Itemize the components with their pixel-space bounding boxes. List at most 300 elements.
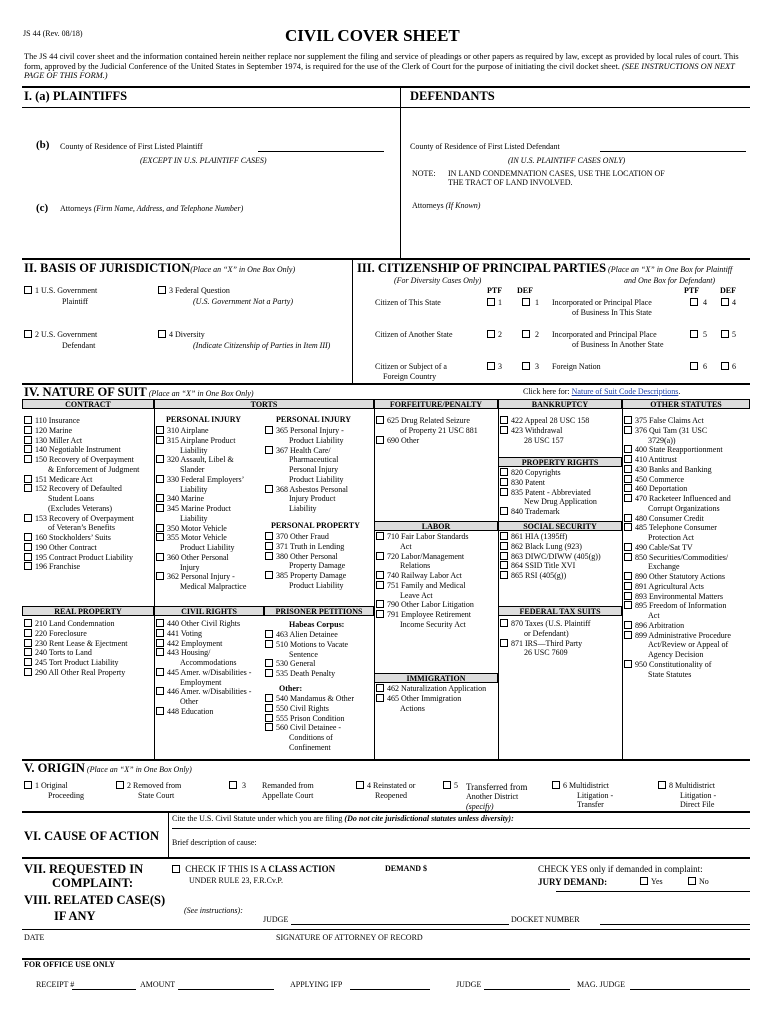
- suit-option[interactable]: 315 Airplane Product: [156, 436, 246, 446]
- checkbox[interactable]: [24, 330, 32, 338]
- header-labor: LABOR: [374, 521, 498, 531]
- checkbox[interactable]: [24, 533, 32, 541]
- suit-option[interactable]: 830 Patent: [500, 478, 597, 488]
- suit-option[interactable]: 430 Banks and Banking: [624, 465, 731, 475]
- checkbox[interactable]: [522, 298, 530, 306]
- checkbox[interactable]: [265, 532, 273, 540]
- suit-option[interactable]: 891 Agricultural Acts: [624, 582, 731, 592]
- suit-option-continued: 26 USC 7609: [524, 648, 568, 658]
- citizen-5-def[interactable]: 5: [721, 330, 736, 340]
- citizen-2-def[interactable]: 2: [522, 330, 539, 340]
- checkbox[interactable]: [156, 494, 164, 502]
- suit-option[interactable]: 140 Negotiable Instrument: [24, 445, 139, 455]
- suit-option[interactable]: 330 Federal Employers’: [156, 475, 246, 485]
- checkbox[interactable]: [24, 286, 32, 294]
- checkbox[interactable]: [24, 436, 32, 444]
- origin-3-sub: Appellate Court: [262, 791, 314, 800]
- suit-option[interactable]: 740 Railway Labor Act: [376, 571, 474, 581]
- checkbox[interactable]: [24, 658, 32, 666]
- citizen-3-def[interactable]: 3: [522, 362, 539, 372]
- b-label: (b): [36, 139, 50, 151]
- suit-option-continued: Pharmaceutical: [289, 455, 339, 465]
- checkbox[interactable]: [265, 669, 273, 677]
- checkbox[interactable]: [376, 694, 384, 702]
- suit-option[interactable]: 150 Recovery of Overpayment: [24, 455, 139, 465]
- jurisdiction-option-4[interactable]: 4 Diversity: [158, 330, 205, 340]
- citizen-6-ptf[interactable]: 6: [690, 362, 707, 372]
- citizen-6-def[interactable]: 6: [721, 362, 736, 372]
- checkbox[interactable]: [624, 475, 632, 483]
- checkbox[interactable]: [376, 436, 384, 444]
- office-judge-field[interactable]: [484, 989, 570, 990]
- suit-option[interactable]: 540 Mandamus & Other: [265, 694, 354, 704]
- suit-option[interactable]: 240 Torts to Land: [24, 648, 127, 658]
- suit-option[interactable]: 245 Tort Product Liability: [24, 658, 127, 668]
- checkbox[interactable]: [624, 455, 632, 463]
- checkbox[interactable]: [156, 455, 164, 463]
- checkbox[interactable]: [156, 572, 164, 580]
- checkbox[interactable]: [500, 532, 508, 540]
- checkbox[interactable]: [624, 426, 632, 434]
- checkbox[interactable]: [624, 523, 632, 531]
- header-torts: TORTS: [154, 399, 374, 409]
- checkbox[interactable]: [24, 639, 32, 647]
- personal-property-heading: PERSONAL PROPERTY: [271, 521, 360, 530]
- nos-link-row: Click here for: Nature of Suit Code Descriptions.: [523, 387, 681, 396]
- attorneys-def-label: Attorneys (If Known): [412, 201, 481, 210]
- suit-option[interactable]: 365 Personal Injury -: [265, 426, 348, 436]
- suit-option[interactable]: 375 False Claims Act: [624, 416, 731, 426]
- suit-option[interactable]: 160 Stockholders’ Suits: [24, 533, 139, 543]
- suit-option[interactable]: 151 Medicare Act: [24, 475, 139, 485]
- checkbox[interactable]: [265, 714, 273, 722]
- suit-option[interactable]: 385 Property Damage: [265, 571, 346, 581]
- suit-option[interactable]: 152 Recovery of Defaulted: [24, 484, 139, 494]
- origin-5-label: Transferred from: [466, 782, 528, 792]
- suit-option-continued: Act: [400, 541, 412, 551]
- suit-option[interactable]: 710 Fair Labor Standards: [376, 532, 474, 542]
- suit-option[interactable]: 465 Other Immigration: [376, 694, 486, 704]
- checkbox[interactable]: [624, 465, 632, 473]
- checkbox[interactable]: [500, 488, 508, 496]
- origin-1[interactable]: 1 Original: [24, 781, 68, 791]
- suit-option-continued: Leave Act: [400, 590, 433, 600]
- checkbox[interactable]: [624, 582, 632, 590]
- checkbox[interactable]: [156, 619, 164, 627]
- suit-option[interactable]: 835 Patent - Abbreviated: [500, 488, 597, 498]
- jury-no[interactable]: No: [688, 877, 709, 887]
- checkbox[interactable]: [721, 298, 729, 306]
- real-property-list: [24, 619, 127, 678]
- checkbox[interactable]: [24, 445, 32, 453]
- suit-option-continued: Injury Product: [289, 494, 336, 504]
- incorporated-1: Incorporated or Principal Place: [552, 298, 652, 307]
- checkbox[interactable]: [156, 475, 164, 483]
- suit-option[interactable]: 720 Labor/Management: [376, 552, 474, 562]
- checkbox[interactable]: [688, 877, 696, 885]
- checkbox[interactable]: [156, 639, 164, 647]
- suit-option-continued: or Defendant): [524, 628, 569, 638]
- forfeiture-list: [376, 416, 478, 445]
- suit-option[interactable]: 560 Civil Detainee -: [265, 723, 354, 733]
- checkbox[interactable]: [265, 694, 273, 702]
- docket-label: DOCKET NUMBER: [511, 915, 580, 924]
- suit-option[interactable]: 690 Other: [376, 436, 478, 446]
- origin-5[interactable]: 5: [443, 781, 458, 791]
- origin-2-sub: State Court: [138, 791, 175, 800]
- personal-property-list: [265, 532, 346, 591]
- checkbox[interactable]: [156, 687, 164, 695]
- checkbox[interactable]: [376, 552, 384, 560]
- suit-option-continued: Slander: [180, 465, 205, 474]
- suit-option[interactable]: 450 Commerce: [624, 475, 731, 485]
- def-header-2: DEF: [720, 286, 736, 295]
- checkbox[interactable]: [522, 362, 530, 370]
- suit-option[interactable]: 195 Contract Product Liability: [24, 553, 139, 563]
- suit-option[interactable]: 400 State Reapportionment: [624, 445, 731, 455]
- suit-option[interactable]: 445 Amer. w/Disabilities -: [156, 668, 251, 678]
- checkbox[interactable]: [640, 877, 648, 885]
- header-property-rights: PROPERTY RIGHTS: [498, 457, 622, 467]
- suit-option[interactable]: 463 Alien Detainee: [265, 630, 348, 640]
- origin-6[interactable]: 6 Multidistrict: [552, 781, 609, 791]
- cite-field[interactable]: [172, 828, 750, 829]
- checkbox[interactable]: [229, 781, 237, 789]
- checkbox[interactable]: [265, 723, 273, 731]
- checkbox[interactable]: [624, 621, 632, 629]
- suit-option[interactable]: 362 Personal Injury -: [156, 572, 246, 582]
- suit-option[interactable]: 190 Other Contract: [24, 543, 139, 553]
- suit-option[interactable]: 376 Qui Tam (31 USC: [624, 426, 731, 436]
- suit-option[interactable]: 470 Racketeer Influenced and: [624, 494, 731, 504]
- checkbox[interactable]: [24, 553, 32, 561]
- checkbox[interactable]: [443, 781, 451, 789]
- checkbox[interactable]: [24, 648, 32, 656]
- suit-option-continued: Income Security Act: [400, 619, 466, 629]
- checkbox[interactable]: [24, 781, 32, 789]
- suit-option[interactable]: 625 Drug Related Seizure: [376, 416, 478, 426]
- header-real-property: REAL PROPERTY: [22, 606, 154, 616]
- header-civil-rights: CIVIL RIGHTS: [154, 606, 264, 616]
- suit-option[interactable]: 110 Insurance: [24, 416, 139, 426]
- suit-option[interactable]: 446 Amer. w/Disabilities -: [156, 687, 251, 697]
- origin-6-sub: Litigation -: [577, 791, 614, 800]
- suit-option[interactable]: 345 Marine Product: [156, 504, 246, 514]
- ptf-header: PTF: [487, 286, 503, 295]
- applying-ifp-label: APPLYING IFP: [290, 980, 343, 989]
- suit-option[interactable]: 350 Motor Vehicle: [156, 524, 246, 534]
- checkbox[interactable]: [265, 542, 273, 550]
- header-bankruptcy: BANKRUPTCY: [498, 399, 622, 409]
- suit-option[interactable]: 480 Consumer Credit: [624, 514, 731, 524]
- suit-option[interactable]: 440 Other Civil Rights: [156, 619, 251, 629]
- checkbox[interactable]: [690, 330, 698, 338]
- suit-option[interactable]: 896 Arbitration: [624, 621, 731, 631]
- if-any-heading: IF ANY: [54, 909, 96, 923]
- suit-option[interactable]: 850 Securities/Commodities/: [624, 553, 731, 563]
- checkbox[interactable]: [265, 630, 273, 638]
- checkbox[interactable]: [721, 330, 729, 338]
- checkbox[interactable]: [522, 330, 530, 338]
- suit-option[interactable]: 950 Constitutionality of: [624, 660, 731, 670]
- citizen-1-ptf[interactable]: 1: [487, 298, 502, 308]
- checkbox[interactable]: [624, 445, 632, 453]
- suit-option[interactable]: 290 All Other Real Property: [24, 668, 127, 678]
- checkbox[interactable]: [624, 631, 632, 639]
- checkbox[interactable]: [376, 416, 384, 424]
- suit-option[interactable]: 196 Franchise: [24, 562, 139, 572]
- suit-option[interactable]: 890 Other Statutory Actions: [624, 572, 731, 582]
- check-yes-label: CHECK YES only if demanded in complaint:: [538, 864, 703, 874]
- checkbox[interactable]: [172, 865, 180, 873]
- form-title: CIVIL COVER SHEET: [285, 26, 460, 45]
- checkbox[interactable]: [376, 610, 384, 618]
- checkbox[interactable]: [265, 704, 273, 712]
- checkbox[interactable]: [156, 533, 164, 541]
- suit-option[interactable]: 895 Freedom of Information: [624, 601, 731, 611]
- checkbox[interactable]: [158, 286, 166, 294]
- suit-option-continued: Sentence: [289, 649, 318, 659]
- origin-1-sub: Proceeding: [48, 791, 84, 800]
- docket-field[interactable]: [600, 924, 750, 925]
- checkbox[interactable]: [156, 504, 164, 512]
- checkbox[interactable]: [116, 781, 124, 789]
- suit-option-continued: of Veteran’s Benefits: [48, 523, 115, 533]
- suit-option[interactable]: 530 General: [265, 659, 348, 669]
- citizen-4-def[interactable]: 4: [721, 298, 736, 308]
- checkbox[interactable]: [624, 514, 632, 522]
- checkbox[interactable]: [500, 478, 508, 486]
- note-text-2: THE TRACT OF LAND INVOLVED.: [448, 178, 573, 187]
- suit-option-continued: Corrupt Organizations: [648, 503, 720, 513]
- citizen-2-ptf[interactable]: 2: [487, 330, 502, 340]
- checkbox[interactable]: [624, 484, 632, 492]
- suit-option[interactable]: 355 Motor Vehicle: [156, 533, 246, 543]
- checkbox[interactable]: [265, 640, 273, 648]
- suit-option[interactable]: 893 Environmental Matters: [624, 592, 731, 602]
- checkbox[interactable]: [24, 416, 32, 424]
- jurisdiction-option-2[interactable]: 2 U.S. Government: [24, 330, 97, 340]
- checkbox[interactable]: [500, 542, 508, 550]
- checkbox[interactable]: [156, 426, 164, 434]
- suit-option[interactable]: 130 Miller Act: [24, 436, 139, 446]
- suit-option[interactable]: 871 IRS—Third Party: [500, 639, 590, 649]
- suit-option[interactable]: 153 Recovery of Overpayment: [24, 514, 139, 524]
- suit-option[interactable]: 368 Asbestos Personal: [265, 485, 348, 495]
- checkbox[interactable]: [500, 619, 508, 627]
- suit-option[interactable]: 510 Motions to Vacate: [265, 640, 348, 650]
- suit-option[interactable]: 899 Administrative Procedure: [624, 631, 731, 641]
- checkbox[interactable]: [500, 552, 508, 560]
- applying-ifp-field[interactable]: [350, 989, 430, 990]
- checkbox[interactable]: [158, 330, 166, 338]
- suit-option[interactable]: 462 Naturalization Application: [376, 684, 486, 694]
- suit-option-continued: Relations: [400, 561, 431, 571]
- checkbox[interactable]: [500, 468, 508, 476]
- checkbox[interactable]: [156, 524, 164, 532]
- checkbox[interactable]: [156, 629, 164, 637]
- checkbox[interactable]: [265, 426, 273, 434]
- nos-descriptions-link[interactable]: Nature of Suit Code Descriptions: [571, 387, 679, 396]
- checkbox[interactable]: [24, 455, 32, 463]
- suit-option[interactable]: 861 HIA (1395ff): [500, 532, 601, 542]
- defendants-heading: DEFENDANTS: [410, 89, 495, 103]
- checkbox[interactable]: [690, 298, 698, 306]
- suit-option[interactable]: 448 Education: [156, 707, 251, 717]
- checkbox[interactable]: [156, 648, 164, 656]
- jury-yes[interactable]: Yes: [640, 877, 663, 887]
- receipt-field[interactable]: [72, 989, 136, 990]
- suit-option[interactable]: 870 Taxes (U.S. Plaintiff: [500, 619, 590, 629]
- checkbox[interactable]: [500, 561, 508, 569]
- checkbox[interactable]: [487, 298, 495, 306]
- related-judge-field[interactable]: [291, 924, 509, 925]
- checkbox[interactable]: [500, 571, 508, 579]
- checkbox[interactable]: [265, 485, 273, 493]
- checkbox[interactable]: [500, 507, 508, 515]
- checkbox[interactable]: [624, 601, 632, 609]
- checkbox[interactable]: [265, 659, 273, 667]
- checkbox[interactable]: [24, 629, 32, 637]
- related-judge-label: JUDGE: [263, 915, 289, 924]
- suit-option[interactable]: 320 Assault, Libel &: [156, 455, 246, 465]
- suit-option[interactable]: 410 Antitrust: [624, 455, 731, 465]
- citizen-4-ptf[interactable]: 4: [690, 298, 707, 308]
- suit-option[interactable]: 422 Appeal 28 USC 158: [500, 416, 589, 426]
- checkbox[interactable]: [265, 571, 273, 579]
- suit-option[interactable]: 443 Housing/: [156, 648, 251, 658]
- county-plaintiff-field[interactable]: [258, 151, 384, 152]
- suit-option[interactable]: 865 RSI (405(g)): [500, 571, 601, 581]
- suit-option[interactable]: 550 Civil Rights: [265, 704, 354, 714]
- suit-option-continued: 28 USC 157: [524, 435, 564, 445]
- checkbox[interactable]: [24, 475, 32, 483]
- checkbox[interactable]: [24, 543, 32, 551]
- origin-8-sub: Litigation -: [680, 791, 717, 800]
- suit-option[interactable]: 840 Trademark: [500, 507, 597, 517]
- suit-option-continued: Liability: [180, 484, 208, 494]
- checkbox[interactable]: [721, 362, 729, 370]
- checkbox[interactable]: [356, 781, 364, 789]
- checkbox[interactable]: [24, 619, 32, 627]
- checkbox[interactable]: [156, 553, 164, 561]
- suit-option[interactable]: 367 Health Care/: [265, 446, 348, 456]
- suit-option[interactable]: 120 Marine: [24, 426, 139, 436]
- suit-option[interactable]: 380 Other Personal: [265, 552, 346, 562]
- checkbox[interactable]: [156, 707, 164, 715]
- suit-option[interactable]: 360 Other Personal: [156, 553, 246, 563]
- checkbox[interactable]: [24, 426, 32, 434]
- checkbox[interactable]: [500, 416, 508, 424]
- suit-option[interactable]: 371 Truth in Lending: [265, 542, 346, 552]
- checkbox[interactable]: [156, 436, 164, 444]
- suit-option[interactable]: 490 Cable/Sat TV: [624, 543, 731, 553]
- suit-option[interactable]: 370 Other Fraud: [265, 532, 346, 542]
- checkbox[interactable]: [376, 684, 384, 692]
- mag-judge-field[interactable]: [630, 989, 750, 990]
- checkbox[interactable]: [156, 668, 164, 676]
- checkbox[interactable]: [265, 552, 273, 560]
- suit-option[interactable]: 790 Other Labor Litigation: [376, 600, 474, 610]
- suit-option[interactable]: 460 Deportation: [624, 484, 731, 494]
- citizen-1-def[interactable]: 1: [522, 298, 539, 308]
- checkbox[interactable]: [658, 781, 666, 789]
- suit-option[interactable]: 210 Land Condemnation: [24, 619, 127, 629]
- header-federal-tax: FEDERAL TAX SUITS: [498, 606, 622, 616]
- county-defendant-field[interactable]: [600, 151, 746, 152]
- amount-field[interactable]: [178, 989, 274, 990]
- citizen-foreign-sub: Foreign Country: [383, 372, 437, 381]
- suit-option[interactable]: 555 Prison Condition: [265, 714, 354, 724]
- def-header: DEF: [517, 286, 533, 295]
- citizen-5-ptf[interactable]: 5: [690, 330, 707, 340]
- checkbox[interactable]: [265, 446, 273, 454]
- suit-option[interactable]: 310 Airplane: [156, 426, 246, 436]
- citizen-3-ptf[interactable]: 3: [487, 362, 502, 372]
- origin-3[interactable]: 3: [229, 781, 246, 791]
- origin-2[interactable]: 2 Removed from: [116, 781, 181, 791]
- suit-option[interactable]: 862 Black Lung (923): [500, 542, 601, 552]
- suit-option-continued: Product Liability: [289, 580, 344, 590]
- suit-option[interactable]: 442 Employment: [156, 639, 251, 649]
- checkbox[interactable]: [24, 514, 32, 522]
- checkbox[interactable]: [624, 543, 632, 551]
- checkbox[interactable]: [500, 639, 508, 647]
- intro-text: The JS 44 civil cover sheet and the information contained herein neither replace nor supplement the filing and service of pleadings or other papers as required by law, except as provided by local rules of court. This form, approved by the Judicial Conference of the United States in September 1974, is required for the use of the Clerk of Court for the purpose of initiating the civil docket sheet. (SEE INSTRUCTIONS ON NEXT PAGE OF THIS FORM.): [24, 52, 739, 81]
- checkbox[interactable]: [376, 532, 384, 540]
- checkbox[interactable]: [624, 553, 632, 561]
- suit-option[interactable]: 751 Family and Medical: [376, 581, 474, 591]
- checkbox[interactable]: [624, 660, 632, 668]
- personal-injury-heading: PERSONAL INJURY: [166, 415, 242, 424]
- c-label: (c): [36, 202, 49, 214]
- suit-option[interactable]: 423 Withdrawal: [500, 426, 589, 436]
- checkbox[interactable]: [487, 330, 495, 338]
- checkbox[interactable]: [487, 362, 495, 370]
- checkbox[interactable]: [24, 484, 32, 492]
- checkbox[interactable]: [24, 562, 32, 570]
- suit-option[interactable]: 820 Copyrights: [500, 468, 597, 478]
- jurisdiction-option-1[interactable]: 1 U.S. Government: [24, 286, 97, 296]
- checkbox[interactable]: [552, 781, 560, 789]
- checkbox[interactable]: [376, 581, 384, 589]
- checkbox[interactable]: [624, 592, 632, 600]
- jurisdiction-option-3[interactable]: 3 Federal Question: [158, 286, 230, 296]
- suit-option-continued: Liability: [180, 445, 208, 455]
- checkbox[interactable]: [624, 494, 632, 502]
- origin-8[interactable]: 8 Multidistrict: [658, 781, 715, 791]
- suit-option[interactable]: 230 Rent Lease & Ejectment: [24, 639, 127, 649]
- checkbox[interactable]: [624, 416, 632, 424]
- class-action-checkbox[interactable]: CHECK IF THIS IS A CLASS ACTION: [172, 864, 335, 875]
- checkbox[interactable]: [24, 668, 32, 676]
- jurisdiction-option-4-sub: (Indicate Citizenship of Parties in Item III): [193, 341, 331, 350]
- checkbox[interactable]: [376, 600, 384, 608]
- checkbox[interactable]: [500, 426, 508, 434]
- suit-option[interactable]: 220 Foreclosure: [24, 629, 127, 639]
- suit-option[interactable]: 340 Marine: [156, 494, 246, 504]
- suit-option[interactable]: 535 Death Penalty: [265, 669, 348, 679]
- checkbox[interactable]: [624, 572, 632, 580]
- checkbox[interactable]: [376, 571, 384, 579]
- checkbox[interactable]: [690, 362, 698, 370]
- suit-option[interactable]: 441 Voting: [156, 629, 251, 639]
- origin-4[interactable]: 4 Reinstated or: [356, 781, 415, 791]
- suit-option[interactable]: 863 DIWC/DIWW (405(g)): [500, 552, 601, 562]
- suit-option[interactable]: 864 SSID Title XVI: [500, 561, 601, 571]
- suit-option[interactable]: 485 Telephone Consumer: [624, 523, 731, 533]
- suit-option[interactable]: 791 Employee Retirement: [376, 610, 474, 620]
